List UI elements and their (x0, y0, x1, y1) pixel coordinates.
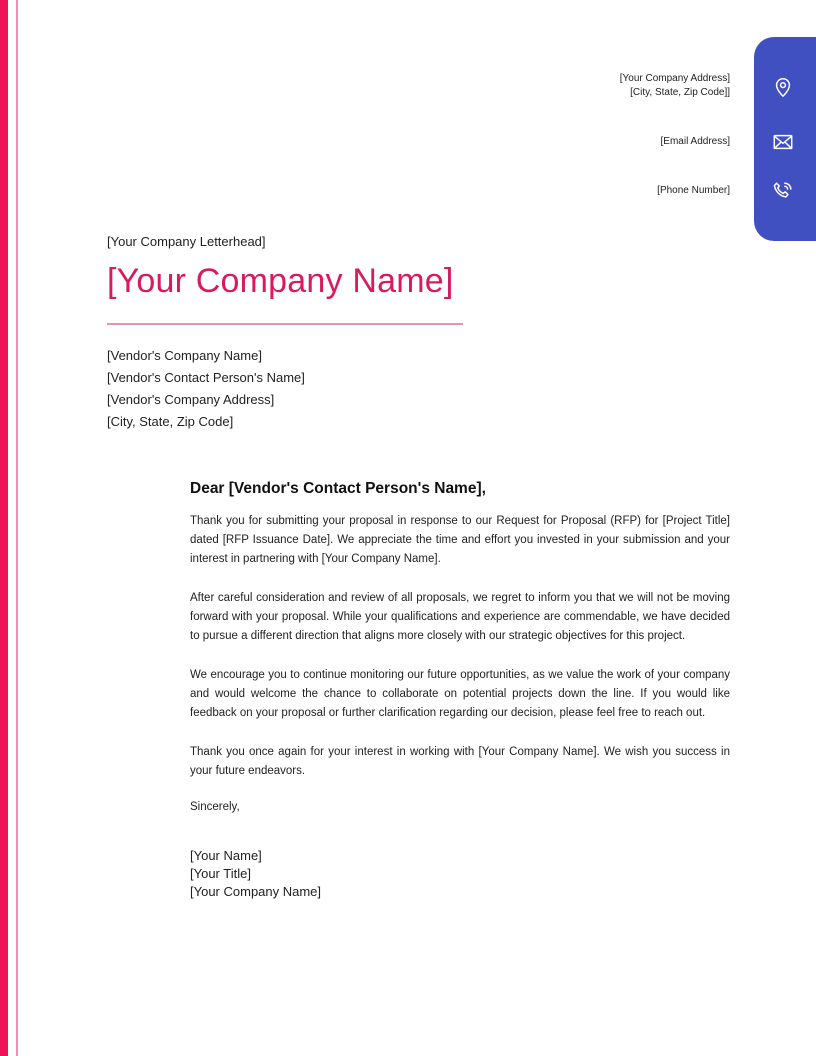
accent-bar-thin (16, 0, 18, 1056)
contact-icon-panel (754, 37, 816, 241)
letterhead-label: [Your Company Letterhead] (107, 234, 266, 249)
paragraph-4: Thank you once again for your interest in working with [Your Company Name]. We wish you success in your future endeavors. (190, 746, 730, 777)
envelope-icon (772, 131, 794, 153)
accent-bar-thick (0, 0, 8, 1056)
phone-icon (772, 180, 794, 202)
vendor-company-name: [Vendor's Company Name] (107, 348, 262, 363)
vendor-company-address: [Vendor's Company Address] (107, 392, 275, 407)
paragraph-2: After careful consideration and review of all proposals, we regret to inform you that we will not be moving forward with your proposal. While your qualifications and experience are commendable, we have decided to pursue a different direction that aligns more closely with our strategic objectives for this project. (190, 592, 730, 642)
salutation: Dear [Vendor's Contact Person's Name], (190, 480, 486, 497)
title-divider (107, 323, 463, 325)
vendor-address-block (107, 345, 305, 433)
signer-company: [Your Company Name] (190, 884, 322, 899)
paragraph-1: Thank you for submitting your proposal in response to our Request for Proposal (RFP) for [Project Title] dated [RFP Issuance Date]. We appreciate the time and effort you invested in your submission and your interest in partnering with [Your Company Name]. (190, 515, 730, 565)
letter-body (190, 480, 730, 901)
phone-number: [Phone Number] (657, 185, 730, 196)
address-line-1: [Your Company Address] (619, 73, 730, 84)
company-name-title: [Your Company Name] (107, 262, 454, 300)
signature-block (190, 847, 730, 901)
closing: Sincerely, (190, 801, 240, 813)
signer-name: [Your Name] (190, 848, 262, 863)
location-pin-icon (772, 76, 794, 98)
vendor-contact-name: [Vendor's Contact Person's Name] (107, 370, 305, 385)
address-line-2: [City, State, Zip Code]] (630, 87, 730, 98)
email-address: [Email Address] (660, 136, 730, 147)
signer-title: [Your Title] (190, 866, 251, 881)
vendor-city-state-zip: [City, State, Zip Code] (107, 414, 234, 429)
company-address (620, 72, 730, 100)
paragraph-3: We encourage you to continue monitoring our future opportunities, as we value the work of your company and would welcome the chance to collaborate on potential projects down the line. If you would like feedback on your proposal or further clarification regarding our decision, please feel free to reach out. (190, 669, 730, 719)
